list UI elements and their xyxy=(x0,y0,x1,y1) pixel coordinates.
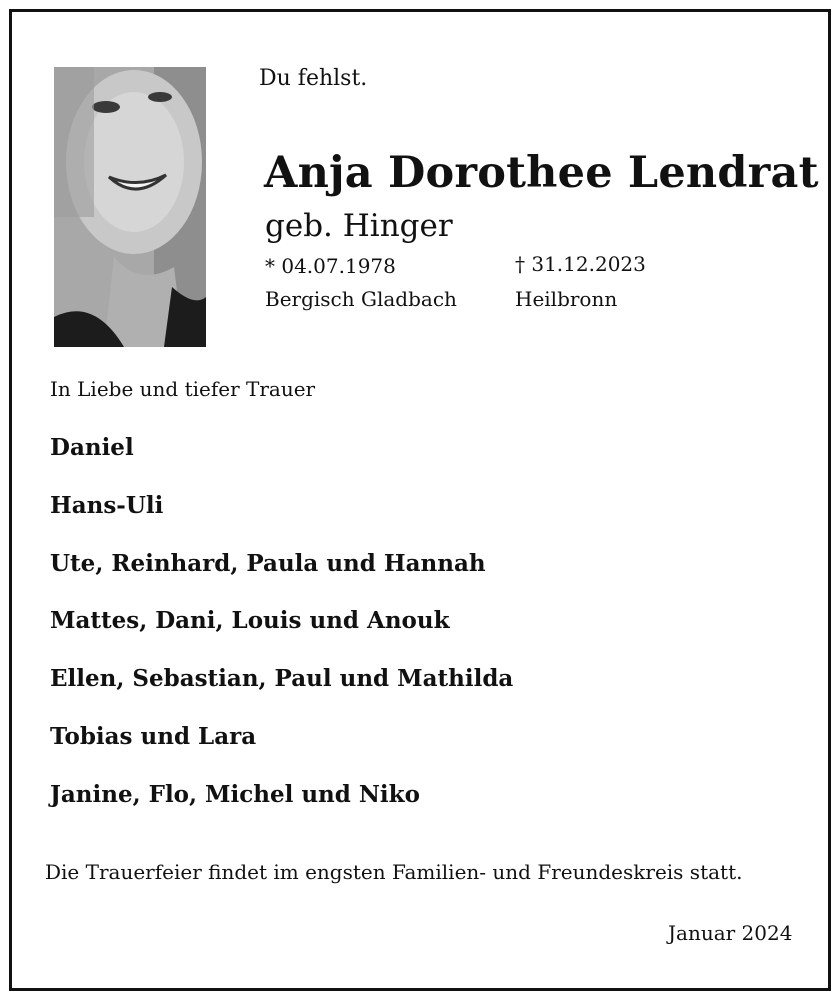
mourner-line: Hans-Uli xyxy=(50,492,164,519)
death-date: † 31.12.2023 xyxy=(515,252,646,276)
portrait-photo xyxy=(54,67,206,347)
mourner-line: Daniel xyxy=(50,434,134,461)
mourner-line: Ute, Reinhard, Paula und Hannah xyxy=(50,550,486,577)
funeral-notice: Die Trauerfeier findet im engsten Familien- und Freundeskreis statt. xyxy=(45,860,743,884)
mourner-line: Janine, Flo, Michel und Niko xyxy=(50,781,420,808)
publication-date: Januar 2024 xyxy=(668,921,793,945)
mourner-line: Ellen, Sebastian, Paul und Mathilda xyxy=(50,665,514,692)
birth-place: Bergisch Gladbach xyxy=(265,287,457,311)
mourner-line: Tobias und Lara xyxy=(50,723,257,750)
death-place: Heilbronn xyxy=(515,287,618,311)
motto: Du fehlst. xyxy=(259,66,368,91)
mourner-line: Mattes, Dani, Louis und Anouk xyxy=(50,607,450,634)
maiden-name: geb. Hinger xyxy=(265,208,453,244)
birth-date: * 04.07.1978 xyxy=(265,254,396,278)
mourning-intro: In Liebe und tiefer Trauer xyxy=(50,377,316,401)
deceased-name: Anja Dorothee Lendrat xyxy=(264,148,819,198)
